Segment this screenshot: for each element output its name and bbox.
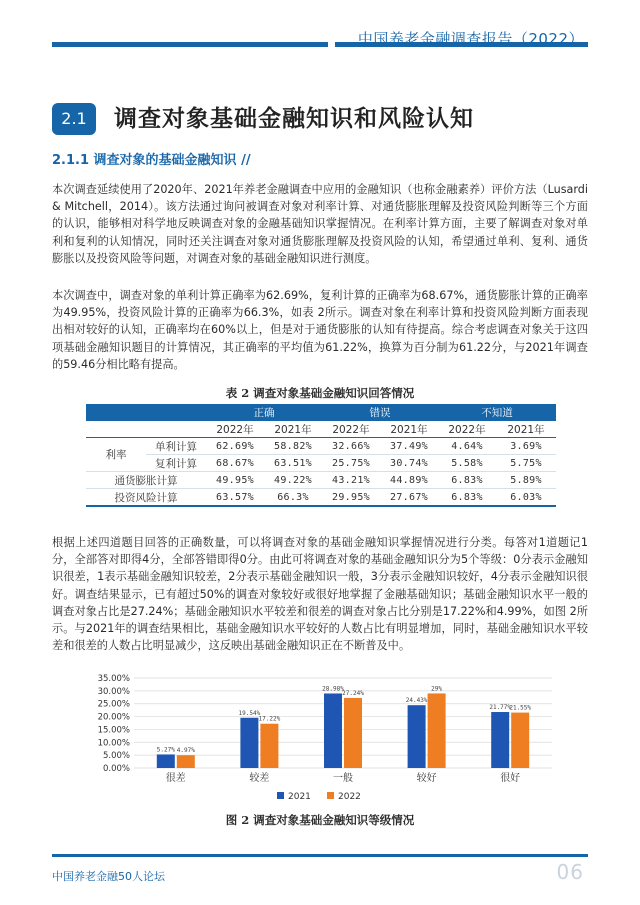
table-cell: 4.64% <box>438 438 496 455</box>
bar-2021 <box>408 705 426 768</box>
bar-2022 <box>260 724 278 768</box>
bar-data-label: 21.77% <box>489 704 512 712</box>
table-cell: 62.69% <box>206 438 264 455</box>
year-header: 2021年 <box>264 421 322 438</box>
table-row <box>86 438 556 455</box>
year-header: 2022年 <box>206 421 264 438</box>
paragraph-3: 根据上述四道题目回答的正确数量，可以将调查对象的基础金融知识掌握情况进行分类。每答对1道题记1分，全部答对即得4分，全部答错即得0分。由此可将调查对象的基础金融知识分为5个等级：0分表示金融知识很差，1表示基础金融知识较差，2分表示基础金融知识一般，3分表示金融知识较好，4分表示金融知识很好。调查结果显示，已有超过50%的调查对象较好或很好地掌握了金融基础知识；基础金融知识水平一般的调查对象占比是27.24%；基础金融知识水平较差和很差的调查对象占比分别是17.22%和4.99%，如图 2所示。与2021年的调查结果相比，基础金融知识水平较好的人数占比有明显增加，同时，基础金融知识水平较差和很差的人数占比明显减少，这反映出基础金融知识正在不断普及中。 <box>52 536 588 653</box>
y-tick-label: 10.00% <box>97 738 130 749</box>
row-label: 单利计算 <box>146 438 206 455</box>
y-tick-label: 20.00% <box>97 712 130 723</box>
x-category-label: 一般 <box>333 773 353 784</box>
bar-2021 <box>491 712 509 768</box>
bar-2021 <box>324 693 342 768</box>
legend-label: 2021 <box>288 792 311 802</box>
bar-data-label: 24.43% <box>405 697 428 705</box>
knowledge-table <box>86 404 556 507</box>
table-cell: 37.49% <box>380 438 438 455</box>
x-category-label: 较差 <box>249 773 270 784</box>
table-cell: 63.51% <box>264 455 322 472</box>
table-cell: 66.3% <box>264 489 322 507</box>
year-header: 2021年 <box>380 421 438 438</box>
year-header: 2022年 <box>322 421 380 438</box>
bar-data-label: 17.22% <box>258 715 281 723</box>
table-cell: 32.66% <box>322 438 380 455</box>
row-label: 通货膨胀计算 <box>86 472 206 489</box>
y-tick-label: 35.00% <box>97 674 130 684</box>
table-cell: 5.75% <box>496 455 556 472</box>
table-cell: 49.95% <box>206 472 264 489</box>
group-correct: 正确 <box>206 404 322 421</box>
bar-2022 <box>344 698 362 768</box>
row-label: 复利计算 <box>146 455 206 472</box>
bar-2021 <box>240 718 258 768</box>
table-row <box>86 455 556 472</box>
year-header: 2022年 <box>438 421 496 438</box>
bar-data-label: 29% <box>431 685 443 693</box>
table-cell: 25.75% <box>322 455 380 472</box>
x-category-label: 很差 <box>165 773 186 784</box>
x-category-label: 很好 <box>500 773 521 784</box>
group-wrong: 错误 <box>322 404 438 421</box>
table-cell: 6.83% <box>438 489 496 507</box>
table-cell: 27.67% <box>380 489 438 507</box>
header-rule-left <box>52 42 328 47</box>
y-tick-label: 5.00% <box>102 751 130 762</box>
table-cell: 44.89% <box>380 472 438 489</box>
report-title: 中国养老金融调查报告（2022） <box>357 30 584 48</box>
table-cell: 63.57% <box>206 489 264 507</box>
subsection-title: 2.1.1 调查对象的基础金融知识 // <box>52 153 251 168</box>
table-cell: 68.67% <box>206 455 264 472</box>
table-caption: 表 2 调查对象基础金融知识回答情况 <box>225 386 415 400</box>
year-header: 2021年 <box>496 421 556 438</box>
section-title: 调查对象基础金融知识和风险认知 <box>114 106 474 132</box>
table-row <box>86 489 556 507</box>
y-tick-label: 25.00% <box>97 699 130 710</box>
bar-data-label: 4.97% <box>176 747 195 755</box>
bar-data-label: 5.27% <box>156 746 175 754</box>
bar-2022 <box>511 713 529 768</box>
bar-2021 <box>157 754 175 768</box>
group-unknown: 不知道 <box>438 404 556 421</box>
section-number-badge: 2.1 <box>52 103 96 135</box>
legend-label: 2022 <box>338 792 361 802</box>
bar-data-label: 27.24% <box>342 689 364 697</box>
bar-chart-svg <box>90 670 560 810</box>
table-cell: 49.22% <box>264 472 322 489</box>
footer-text: 中国养老金融50人论坛 <box>52 870 165 883</box>
bar-data-label: 28.98% <box>322 685 344 693</box>
paragraph-2: 本次调查中，调查对象的单利计算正确率为62.69%，复利计算的正确率为68.67%，通货膨胀计算的正确率为49.95%，投资风险计算的正确率为66.3%，如表 2所示。调查对象在利率计算和投资风险判断方面表现出相对较好的认知，正确率均在60%以上，但是对于通货膨胀的认知有待提高。综合考虑调查对象关于这四项基础金融知识题目的计算情况，其正确率的平均值为61.22%，换算为百分制为61.22分，与2021年调查的59.46分相比略有提高。 <box>52 289 588 371</box>
figure-caption: 图 2 调查对象基础金融知识等级情况 <box>225 813 415 827</box>
bar-data-label: 21.55% <box>509 704 532 712</box>
table-cell: 3.69% <box>496 438 556 455</box>
bar-data-label: 19.54% <box>238 709 261 717</box>
row-group-label: 利率 <box>86 438 146 472</box>
paragraph-1: 本次调查延续使用了2020年、2021年养老金融调查中应用的金融知识（也称金融素养）评价方法（Lusardi & Mitchell，2014）。该方法通过询问被调查对象对利率计算、对通货膨胀理解及投资风险判断等三个方面的认识，能够相对科学地反映调查对象的金融基础知识掌握情况。在利率计算方面，主要了解调查对象对单利和复利的认知情况，同时还关注调查对象对通货膨胀理解及投资风险的认知，希望通过单利、复利、通货膨胀以及投资风险等问题，对调查对象的基础金融知识进行测度。 <box>52 183 588 265</box>
table-cell: 6.03% <box>496 489 556 507</box>
legend-swatch <box>277 792 284 799</box>
table-row <box>86 472 556 489</box>
y-tick-label: 0.00% <box>102 764 130 774</box>
legend-swatch <box>327 792 334 799</box>
table-cell: 58.82% <box>264 438 322 455</box>
footer-rule <box>52 854 588 857</box>
bar-2022 <box>177 755 195 768</box>
bar-2022 <box>428 693 446 768</box>
table-cell: 43.21% <box>322 472 380 489</box>
table-year-header <box>86 421 556 438</box>
table-cell: 6.83% <box>438 472 496 489</box>
y-tick-label: 30.00% <box>97 686 130 697</box>
knowledge-level-chart <box>90 670 560 810</box>
table-cell: 5.89% <box>496 472 556 489</box>
table-cell: 29.95% <box>322 489 380 507</box>
page-number: 06 <box>556 860 584 884</box>
table-group-header <box>86 404 556 421</box>
y-tick-label: 15.00% <box>97 725 130 736</box>
x-category-label: 较好 <box>416 773 437 784</box>
table-cell: 5.58% <box>438 455 496 472</box>
table-cell: 30.74% <box>380 455 438 472</box>
row-label: 投资风险计算 <box>86 489 206 507</box>
